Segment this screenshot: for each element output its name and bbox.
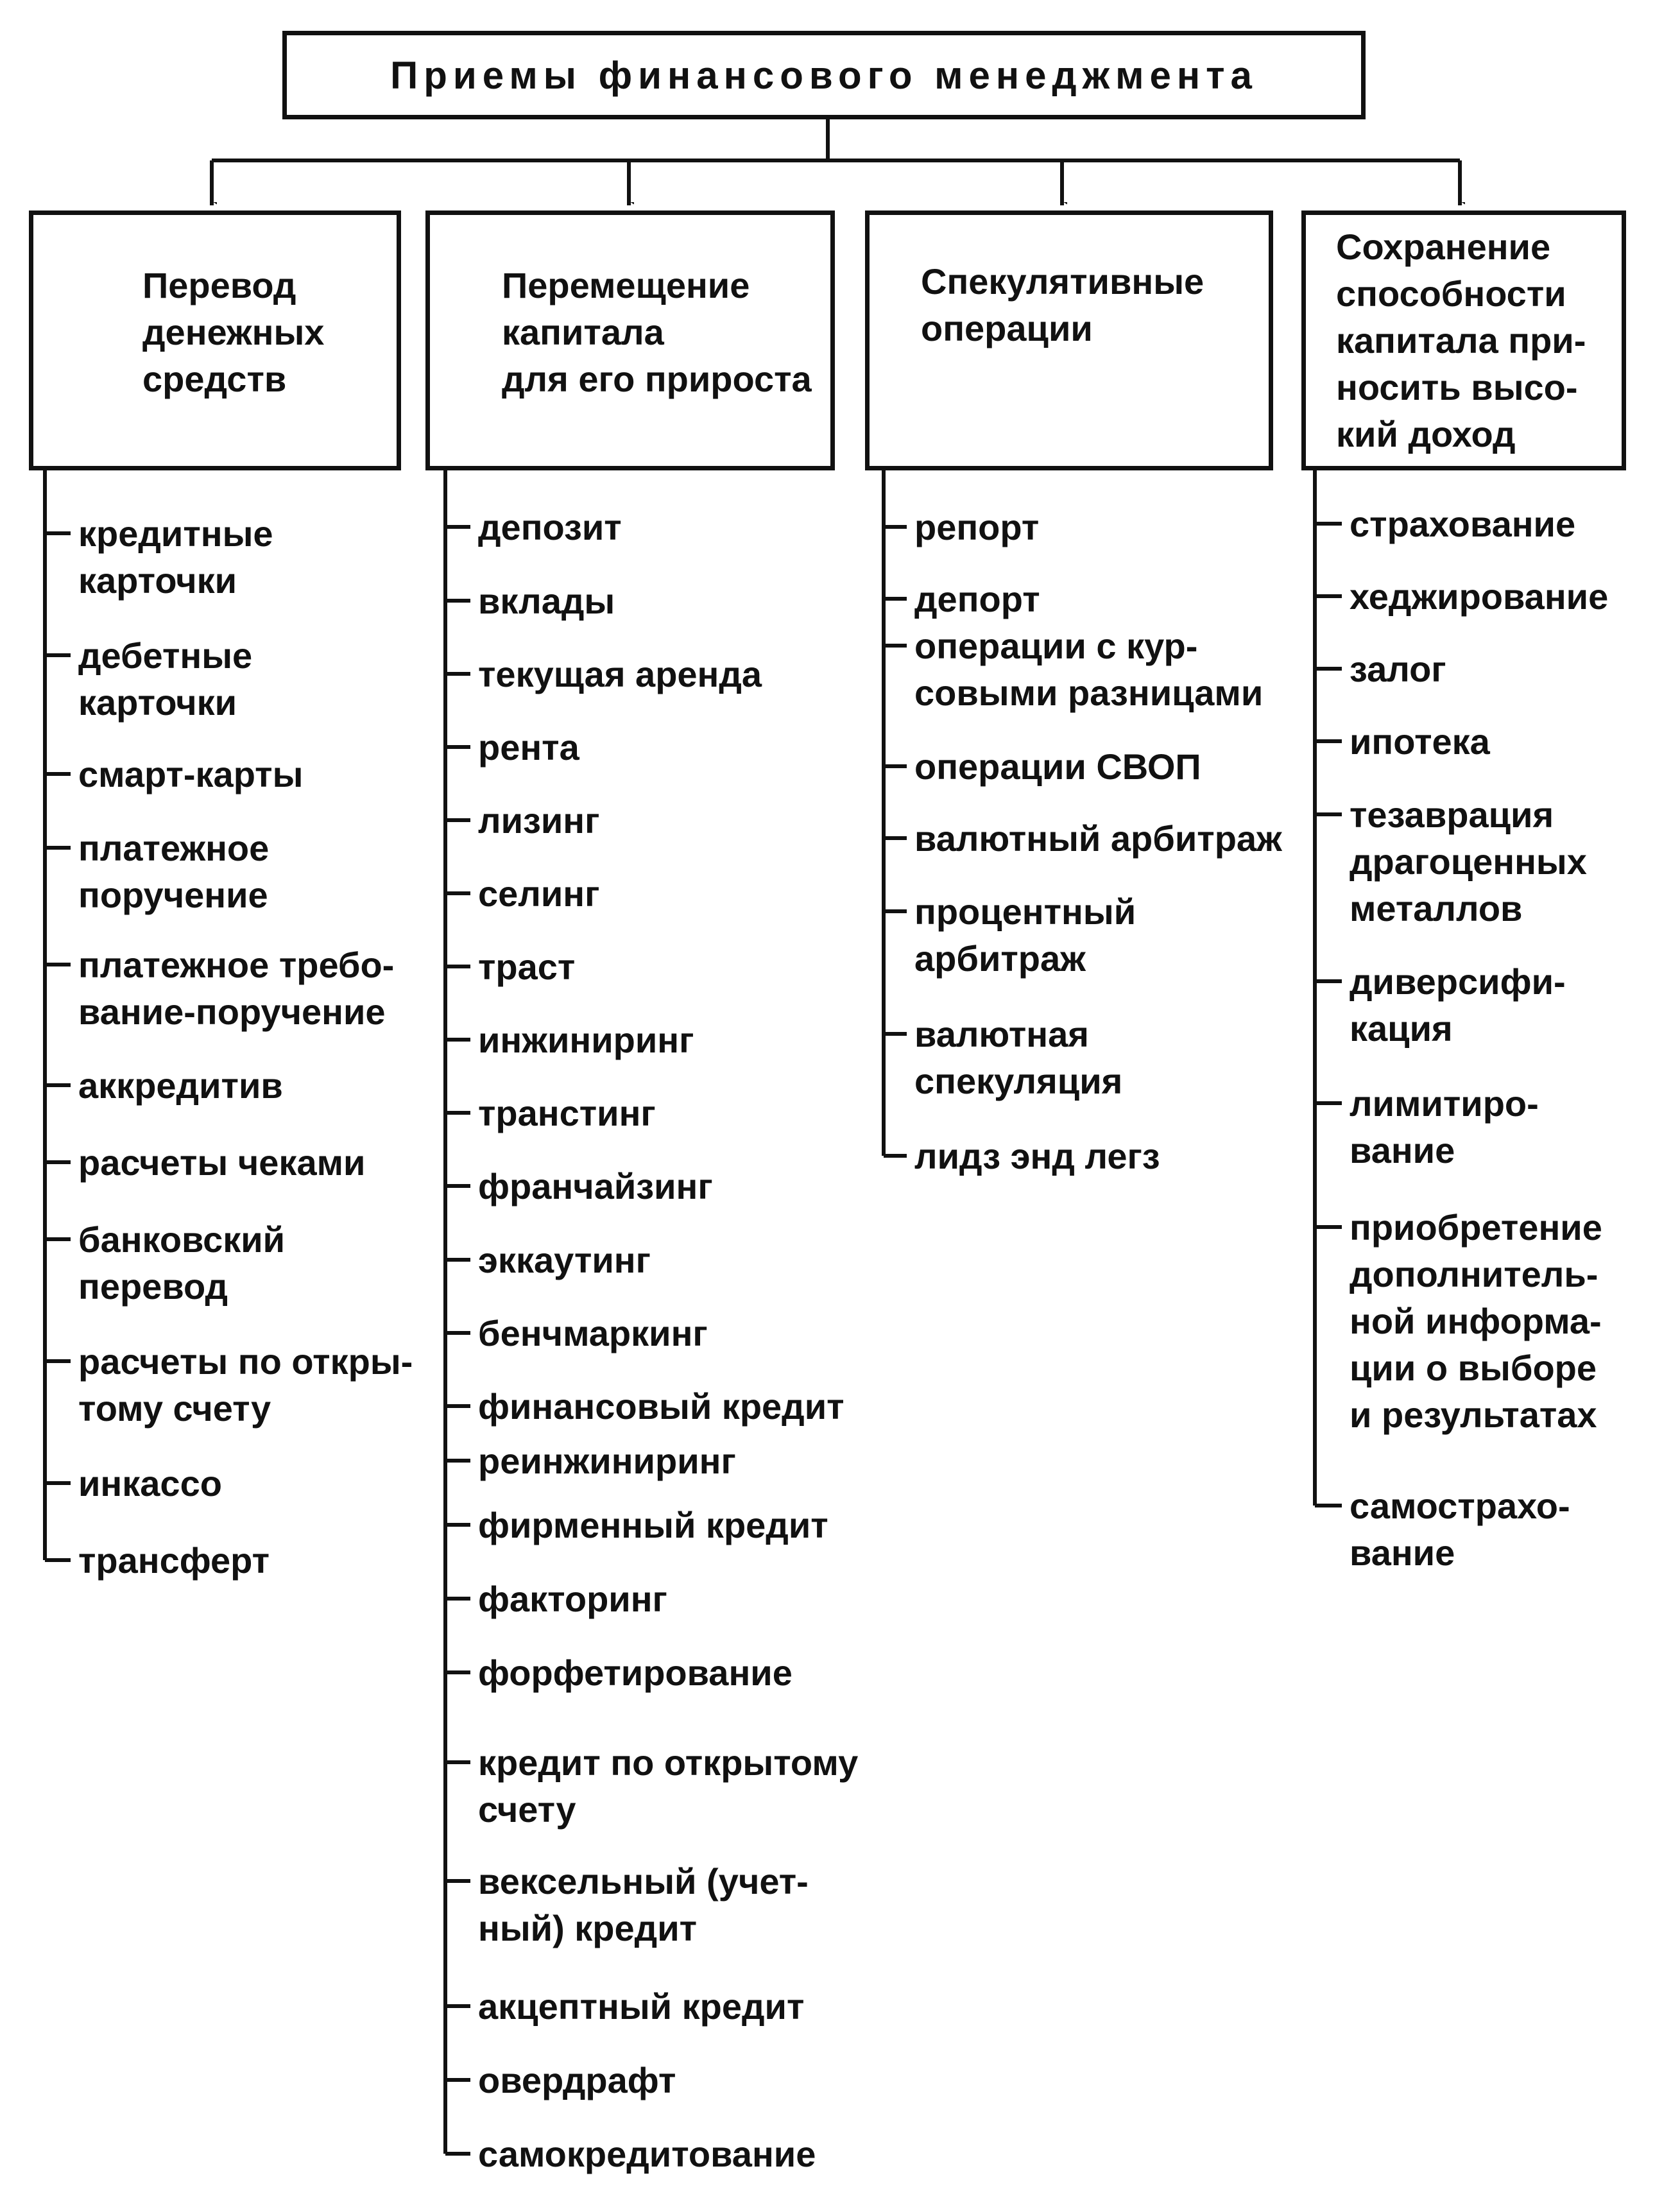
list-item: самокредитование <box>478 2134 816 2174</box>
list-item: платежное поручение <box>78 828 270 915</box>
list-item: страхование <box>1350 504 1576 544</box>
list-item: овердрафт <box>478 2060 676 2100</box>
list-item: трансферт <box>78 1540 270 1581</box>
list-item: платежное требо- вание-поручение <box>78 945 395 1032</box>
category-box-capital-movement <box>425 210 835 470</box>
list-item: фирменный кредит <box>478 1505 828 1545</box>
root-box <box>282 31 1366 119</box>
list-item: процентный арбитраж <box>914 891 1136 979</box>
list-item: вклады <box>478 581 615 621</box>
list-item: банковский перевод <box>78 1219 286 1307</box>
list-item: операции с кур- совыми разницами <box>914 626 1264 713</box>
list-item: селинг <box>478 873 600 914</box>
list-item: факторинг <box>478 1579 667 1619</box>
list-item: кредитные карточки <box>78 513 273 601</box>
list-item: траст <box>478 947 576 987</box>
category-title: Перевод денежных средств <box>142 265 325 399</box>
list-item: операции СВОП <box>914 746 1201 787</box>
list-item: приобретение дополнитель- ной информа- ции о выборе и результатах <box>1350 1207 1602 1435</box>
list-item: смарт-карты <box>78 754 304 794</box>
list-item: депорт <box>914 579 1040 619</box>
list-item: транстинг <box>478 1093 656 1133</box>
category-box-money-transfer <box>29 210 401 470</box>
list-item: ипотека <box>1350 721 1490 762</box>
list-item: репорт <box>914 507 1040 547</box>
category-box-speculative-operations <box>865 210 1273 470</box>
list-item: залог <box>1350 649 1446 689</box>
category-box-capital-preservation <box>1301 210 1626 470</box>
root-title: Приемы финансового менеджмента <box>390 53 1258 97</box>
list-item: самострахо- вание <box>1350 1486 1570 1573</box>
list-item: вексельный (учет- ный) кредит <box>478 1861 809 1948</box>
list-item: лимитиро- вание <box>1350 1083 1539 1171</box>
list-item: акцептный кредит <box>478 1986 805 2027</box>
category-title: Спекулятивные операции <box>921 261 1204 348</box>
list-item: текущая аренда <box>478 654 762 694</box>
list-item: инжиниринг <box>478 1020 694 1060</box>
list-item: кредит по открытому счету <box>478 1742 859 1830</box>
list-item: инкассо <box>78 1463 222 1504</box>
list-item: депозит <box>478 507 622 547</box>
list-item: реинжиниринг <box>478 1441 736 1481</box>
list-item: франчайзинг <box>478 1166 713 1206</box>
list-item: валютный арбитраж <box>914 818 1282 859</box>
list-item: диверсифи- кация <box>1350 961 1566 1049</box>
list-item: валютная спекуляция <box>914 1014 1123 1101</box>
list-item: форфетирование <box>478 1653 793 1693</box>
list-item: финансовый кредит <box>478 1386 844 1427</box>
list-item: рента <box>478 727 579 768</box>
category-title: Сохранение способности капитала при- носить высо- кий доход <box>1336 227 1586 454</box>
list-item: лизинг <box>478 800 600 841</box>
list-item: эккаутинг <box>478 1240 651 1280</box>
list-item: хеджирование <box>1350 576 1609 617</box>
list-item: лидз энд легз <box>914 1136 1160 1176</box>
list-item: тезаврация драгоценных металлов <box>1350 794 1587 929</box>
category-title: Перемещение капитала для его прироста <box>502 265 812 399</box>
list-item: аккредитив <box>78 1065 283 1106</box>
list-item: дебетные карточки <box>78 635 253 723</box>
list-item: расчеты по откры- тому счету <box>78 1341 413 1429</box>
list-item: бенчмаркинг <box>478 1313 708 1353</box>
list-item: расчеты чеками <box>78 1142 366 1183</box>
